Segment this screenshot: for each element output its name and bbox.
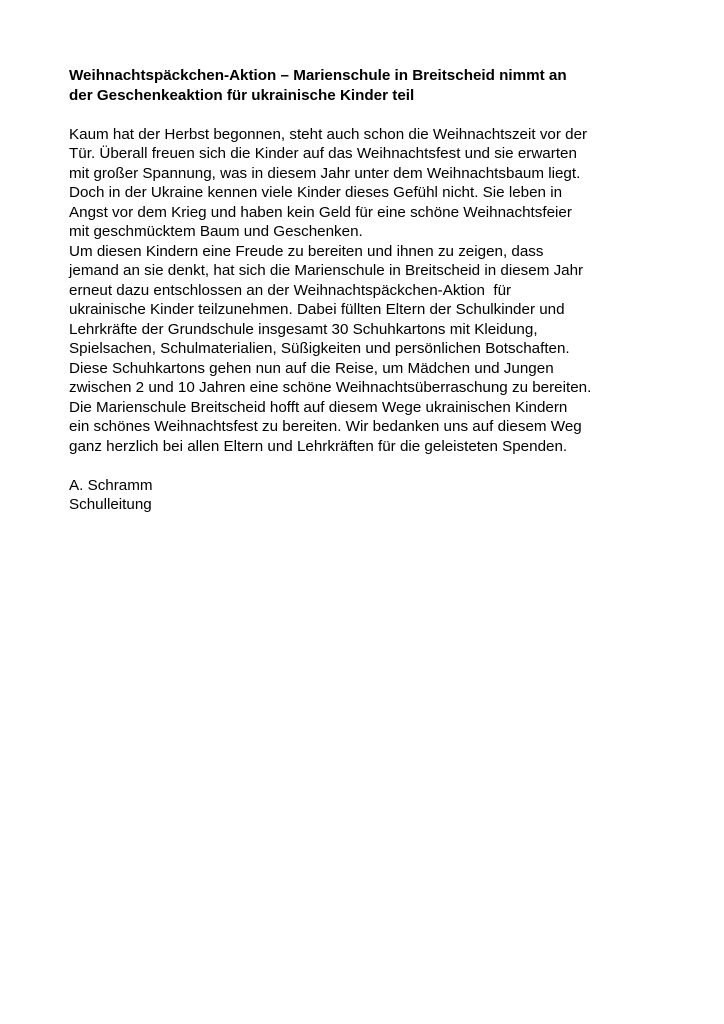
body-line: Tür. Überall freuen sich die Kinder auf das Weihnachtsfest und sie erwarten xyxy=(69,145,577,162)
title-line: Weihnachtspäckchen-Aktion – Marienschule in Breitscheid nimmt an xyxy=(69,67,567,84)
body-line: Doch in der Ukraine kennen viele Kinder dieses Gefühl nicht. Sie leben in xyxy=(69,184,563,201)
document-body xyxy=(69,125,669,457)
signature-name: A. Schramm xyxy=(69,476,153,494)
body-line: Lehrkräfte der Grundschule insgesamt 30 Schuhkartons mit Kleidung, xyxy=(69,320,538,338)
body-line: ein schönes Weihnachtsfest zu bereiten. Wir bedanken uns auf diesem Weg xyxy=(69,418,582,435)
body-line: Kaum hat der Herbst begonnen, steht auch schon die Weihnachtszeit vor der xyxy=(69,125,588,143)
body-line: Die Marienschule Breitscheid hofft auf diesem Wege ukrainischen Kindern xyxy=(69,398,568,416)
signature-role: Schulleitung xyxy=(69,496,152,513)
title-line: der Geschenkeaktion für ukrainische Kinder teil xyxy=(69,86,415,104)
body-line: jemand an sie denkt, hat sich die Marienschule in Breitscheid in diesem Jahr xyxy=(69,262,584,279)
body-line: Um diesen Kindern eine Freude zu bereiten und ihnen zu zeigen, dass xyxy=(69,242,544,260)
paragraph-spacer xyxy=(69,105,669,125)
body-line: ganz herzlich bei allen Eltern und Lehrkräften für die geleisteten Spenden. xyxy=(69,437,568,455)
signature-block xyxy=(69,476,669,515)
body-line: mit großer Spannung, was in diesem Jahr unter dem Weihnachtsbaum liegt. xyxy=(69,164,581,182)
body-line: Spielsachen, Schulmaterialien, Süßigkeiten und persönlichen Botschaften. xyxy=(69,340,570,357)
body-line: erneut dazu entschlossen an der Weihnachtspäckchen-Aktion für xyxy=(69,281,512,299)
body-line: mit geschmücktem Baum und Geschenken. xyxy=(69,223,363,240)
document-title xyxy=(69,66,669,105)
body-line: zwischen 2 und 10 Jahren eine schöne Weihnachtsüberraschung zu bereiten. xyxy=(69,379,592,396)
body-line: ukrainische Kinder teilzunehmen. Dabei füllten Eltern der Schulkinder und xyxy=(69,301,565,318)
body-line: Angst vor dem Krieg und haben kein Geld für eine schöne Weihnachtsfeier xyxy=(69,203,572,221)
body-line: Diese Schuhkartons gehen nun auf die Reise, um Mädchen und Jungen xyxy=(69,359,554,377)
paragraph-spacer xyxy=(69,456,669,476)
document-content xyxy=(69,66,669,515)
